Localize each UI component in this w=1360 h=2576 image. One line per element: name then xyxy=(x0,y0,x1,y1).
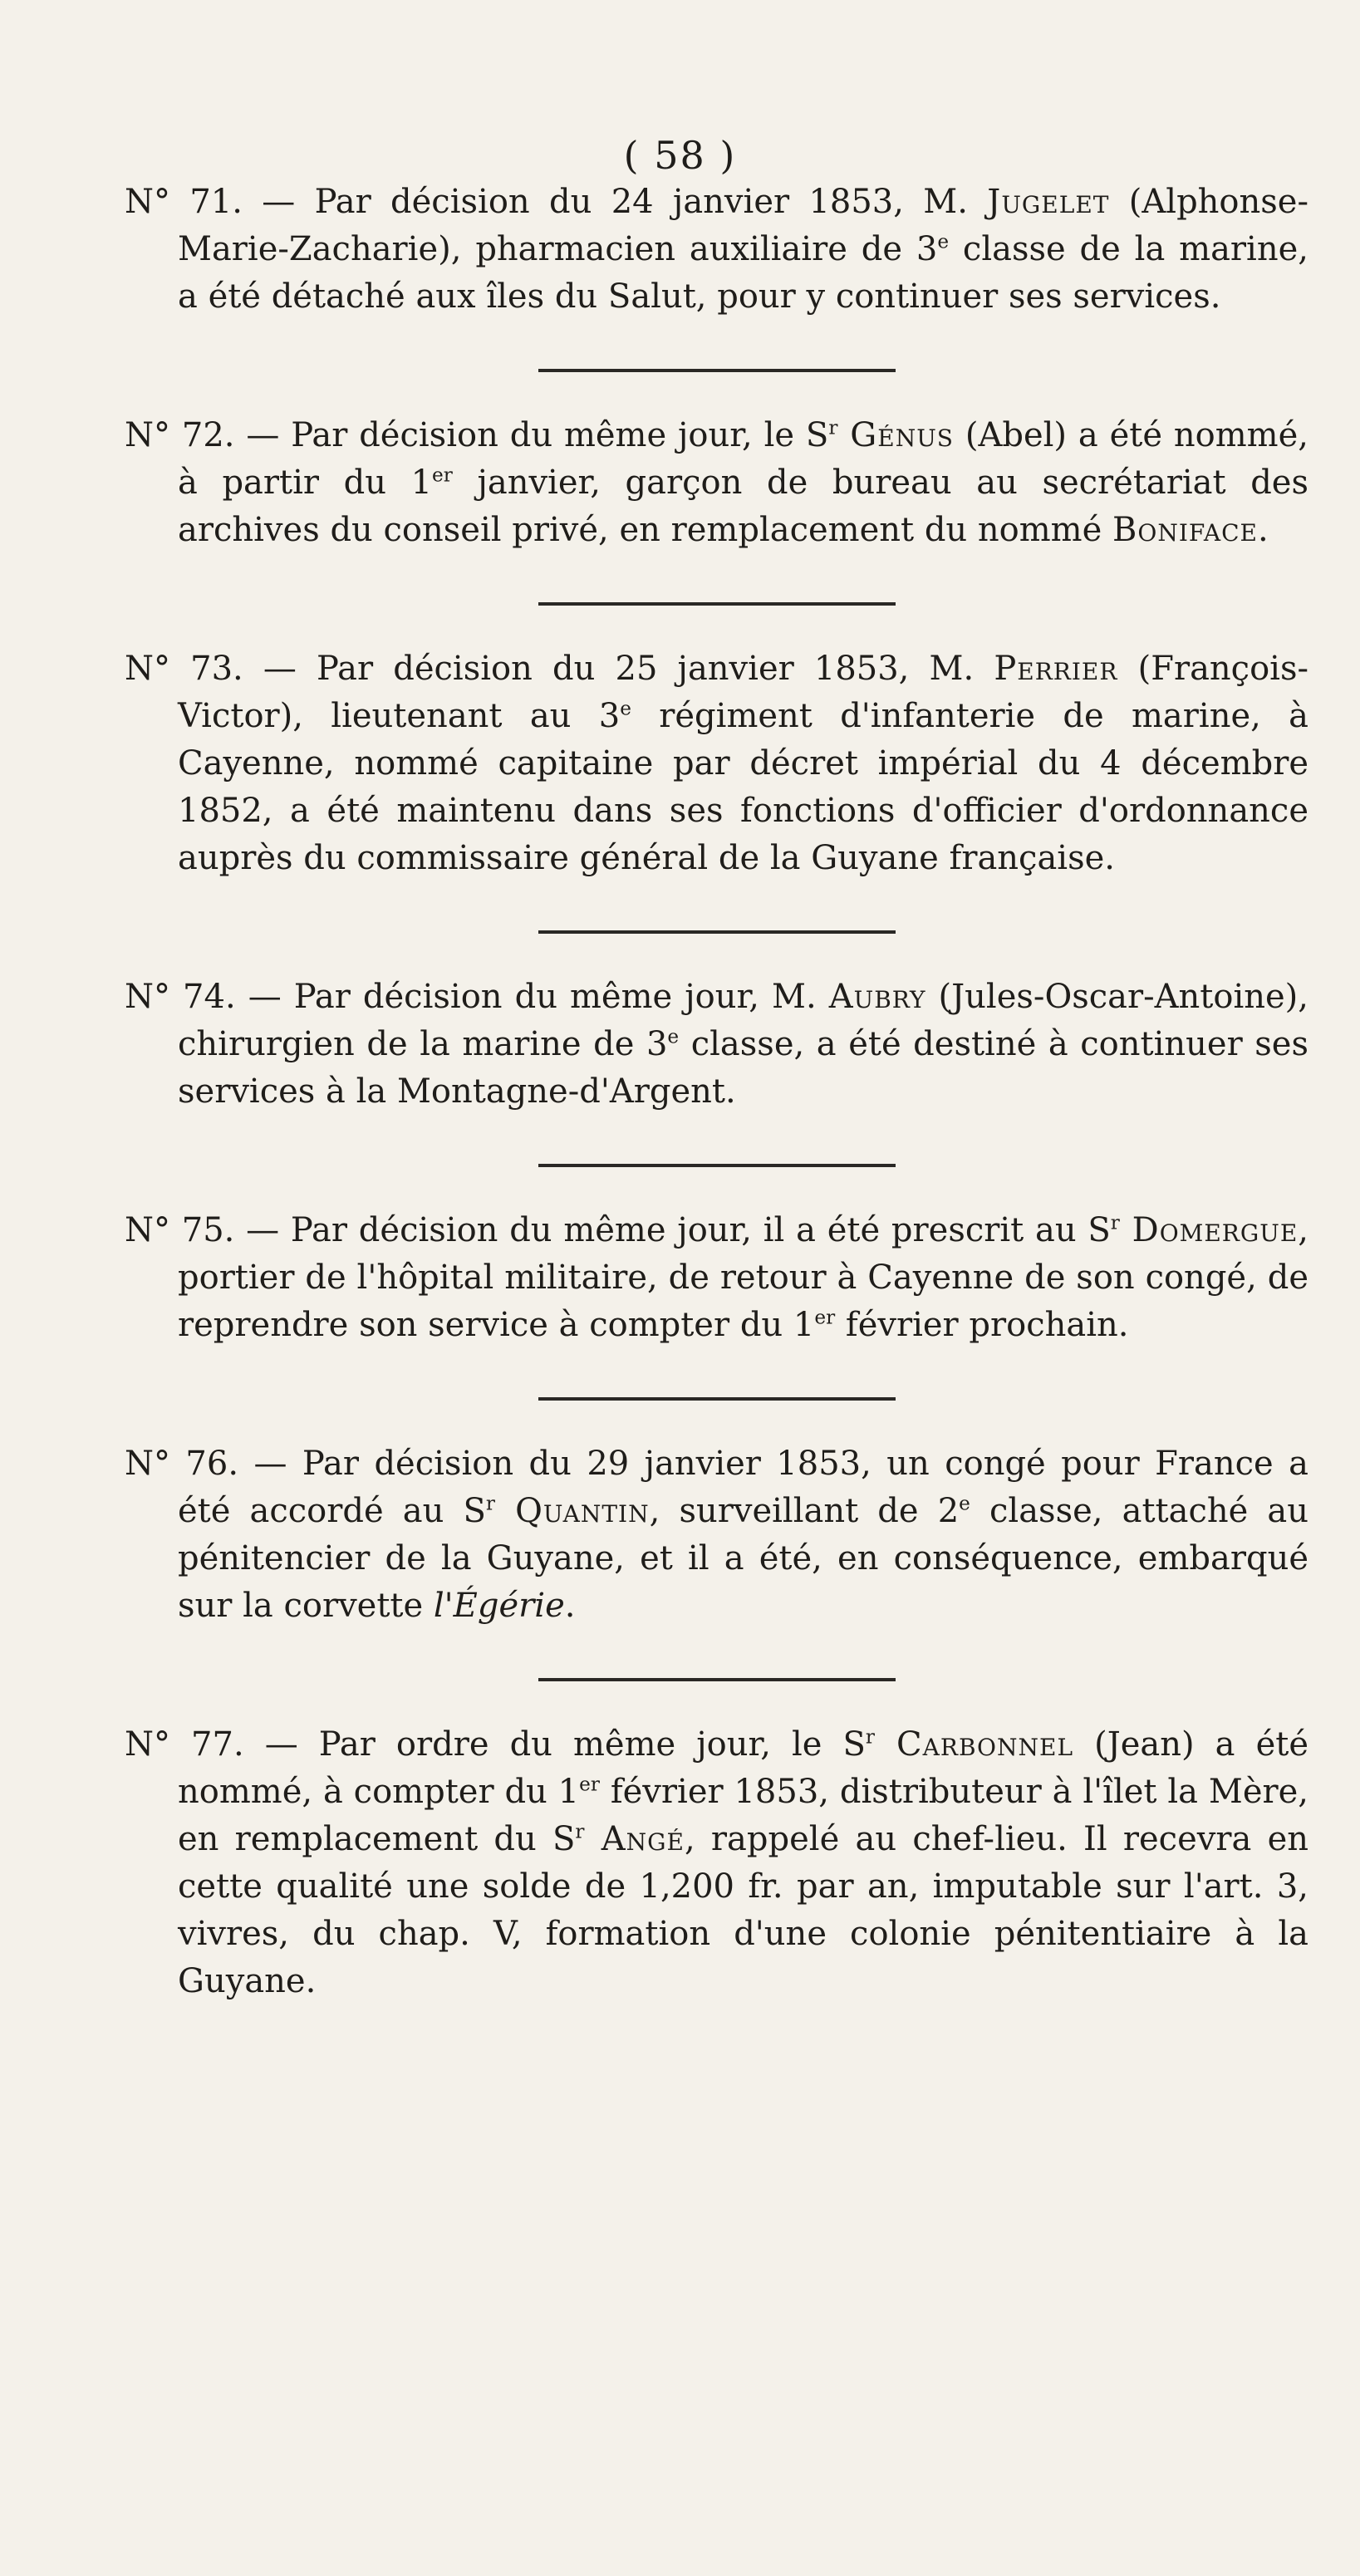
ship-name: l'Égérie xyxy=(433,1587,565,1625)
person-name: Aubry xyxy=(828,978,926,1016)
entry-number: N° 71. xyxy=(125,183,243,221)
entry-number: N° 77. xyxy=(125,1725,244,1764)
person-name: Carbonnel xyxy=(875,1725,1074,1764)
entry-number: N° 76. xyxy=(125,1445,239,1483)
decisions-list xyxy=(125,179,1308,2005)
entry-number: N° 73. xyxy=(125,650,243,688)
person-name: Quantin xyxy=(495,1492,650,1530)
separator-rule xyxy=(538,369,896,372)
separator-rule xyxy=(538,1397,896,1401)
person-name: Domergue xyxy=(1119,1211,1299,1249)
separator-rule xyxy=(538,930,896,934)
entry-74: N° 74. — Par décision du même jour, M. Aubry (Jules-Oscar-Antoine), chirurgien de la marine de 3e classe, a été destiné à continuer ses services à la Montagne-d'Argent. xyxy=(125,978,1309,1111)
separator-rule xyxy=(538,1678,896,1681)
person-name: Jugelet xyxy=(987,183,1110,221)
entry-75: N° 75. — Par décision du même jour, il a été prescrit au $S^r$ Domergue, portier de l'hôpital militaire, de retour à Cayenne de son congé, de reprendre son service à compter du 1er février prochain. xyxy=(125,1211,1308,1344)
person-name: Angé xyxy=(584,1820,685,1858)
entry-73: N° 73. — Par décision du 25 janvier 1853, M. Perrier (François-Victor), lieutenant au 3e régiment d'infanterie de marine, à Cayenne, nommé capitaine par décret impérial du 4 décembre 1852, a été maintenu dans ses fonctions d'officier d'ordonnance auprès du commissaire général de la Guyane française. xyxy=(125,650,1309,877)
person-name: Boniface xyxy=(1112,511,1258,549)
entry-77: N° 77. — Par ordre du même jour, le $S^r$ Carbonnel (Jean) a été nommé, à compter du 1er février 1853, distributeur à l'îlet la Mère, en remplacement du $S^r$ Angé, rappelé au chef-lieu. Il recevra en cette qualité une solde de 1,200 fr. par an, imputable sur l'art. 3, vivres, du chap. V, formation d'une colonie pénitentiaire à la Guyane. xyxy=(125,1725,1309,2000)
entry-76: N° 76. — Par décision du 29 janvier 1853, un congé pour France a été accordé au $S^r$ Quantin, surveillant de 2e classe, attaché au pénitencier de la Guyane, et il a été, en conséquence, embarqué sur la corvette l'Égérie. xyxy=(125,1445,1309,1625)
entry-72: N° 72. — Par décision du même jour, le $S^r$ Génus (Abel) a été nommé, à partir du 1er janvier, garçon de bureau au secrétariat des archives du conseil privé, en remplacement du nommé Boniface. xyxy=(125,416,1309,549)
entry-number: N° 72. xyxy=(125,416,235,454)
page-number: ( 58 ) xyxy=(623,133,737,178)
person-name: Génus xyxy=(837,416,954,454)
entry-number: N° 74. xyxy=(125,978,236,1016)
separator-rule xyxy=(538,1164,896,1167)
entry-71: N° 71. — Par décision du 24 janvier 1853, M. Jugelet (Alphonse-Marie-Zacharie), pharmacien auxiliaire de 3e classe de la marine, a été détaché aux îles du Salut, pour y continuer ses services. xyxy=(125,183,1308,316)
separator-rule xyxy=(538,602,896,606)
person-name: Perrier xyxy=(994,650,1118,688)
entry-number: N° 75. xyxy=(125,1211,235,1249)
